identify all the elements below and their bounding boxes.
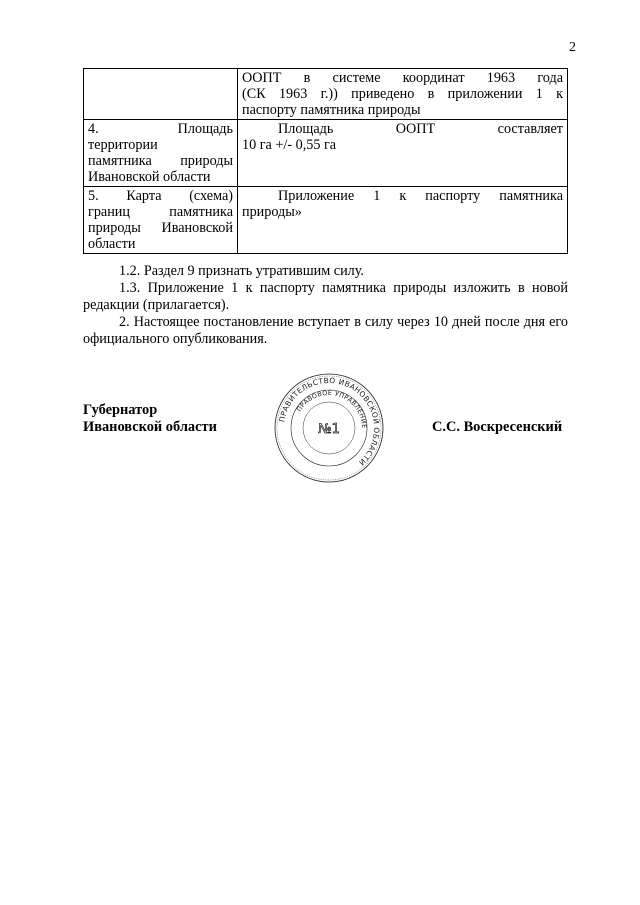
paragraph: 1.3. Приложение 1 к паспорту памятника природы изложить в новой редакции (прилагается). <box>83 280 568 313</box>
page-number: 2 <box>569 40 576 55</box>
table-text-line: ООПТ в системе координат 1963 года <box>242 70 563 86</box>
table-text-line: паспорту памятника природы <box>242 102 421 118</box>
signatory-title-line: Губернатор <box>83 402 158 418</box>
table-row <box>84 120 568 187</box>
table-text-line: (СК 1963 г.)) приведено в приложении 1 к <box>242 86 563 102</box>
seal-outer-text: ПРАВИТЕЛЬСТВО ИВАНОВСКОЙ ОБЛАСТИ <box>277 375 382 468</box>
seal-inner-text: ПРАВОВОЕ УПРАВЛЕНИЕ <box>294 388 369 429</box>
table-cell-map-label <box>84 187 238 254</box>
table-text-line: области <box>88 236 136 252</box>
body-paragraphs <box>83 263 568 348</box>
paragraph: 1.2. Раздел 9 признать утратившим силу. <box>119 263 364 279</box>
table-row <box>84 69 568 120</box>
table-cell-coordinates <box>238 69 568 120</box>
signatory-title-line: Ивановской области <box>83 419 217 435</box>
official-seal-stamp <box>273 372 385 484</box>
table-text-line: Приложение 1 к паспорту памятника <box>278 188 563 204</box>
table-text-line: природы Ивановской <box>88 220 233 236</box>
table-cell-map-value <box>238 187 568 254</box>
signatory-title <box>83 402 217 436</box>
table-text-line: границ памятника <box>88 204 233 220</box>
table-row <box>84 187 568 254</box>
table-text-line: природы» <box>242 204 302 220</box>
table-text-line: Площадь ООПТ составляет <box>278 121 563 137</box>
table-text-line: территории <box>88 137 158 153</box>
table-text-line: памятника природы <box>88 153 233 169</box>
document-table <box>83 68 568 254</box>
table-cell-empty <box>84 69 238 120</box>
table-cell-area-value <box>238 120 568 187</box>
table-text-line: 5. Карта (схема) <box>88 188 233 204</box>
signatory-name: С.С. Воскресенский <box>432 419 563 435</box>
paragraph: 2. Настоящее постановление вступает в силу через 10 дней после дня его официального опубликования. <box>83 314 568 347</box>
table-cell-area-label <box>84 120 238 187</box>
table-text-line: 4. Площадь <box>88 121 233 137</box>
seal-center-number: №1 <box>318 422 340 437</box>
table-text-line: Ивановской области <box>88 169 211 185</box>
table-text-line: 10 га +/- 0,55 га <box>242 137 337 153</box>
